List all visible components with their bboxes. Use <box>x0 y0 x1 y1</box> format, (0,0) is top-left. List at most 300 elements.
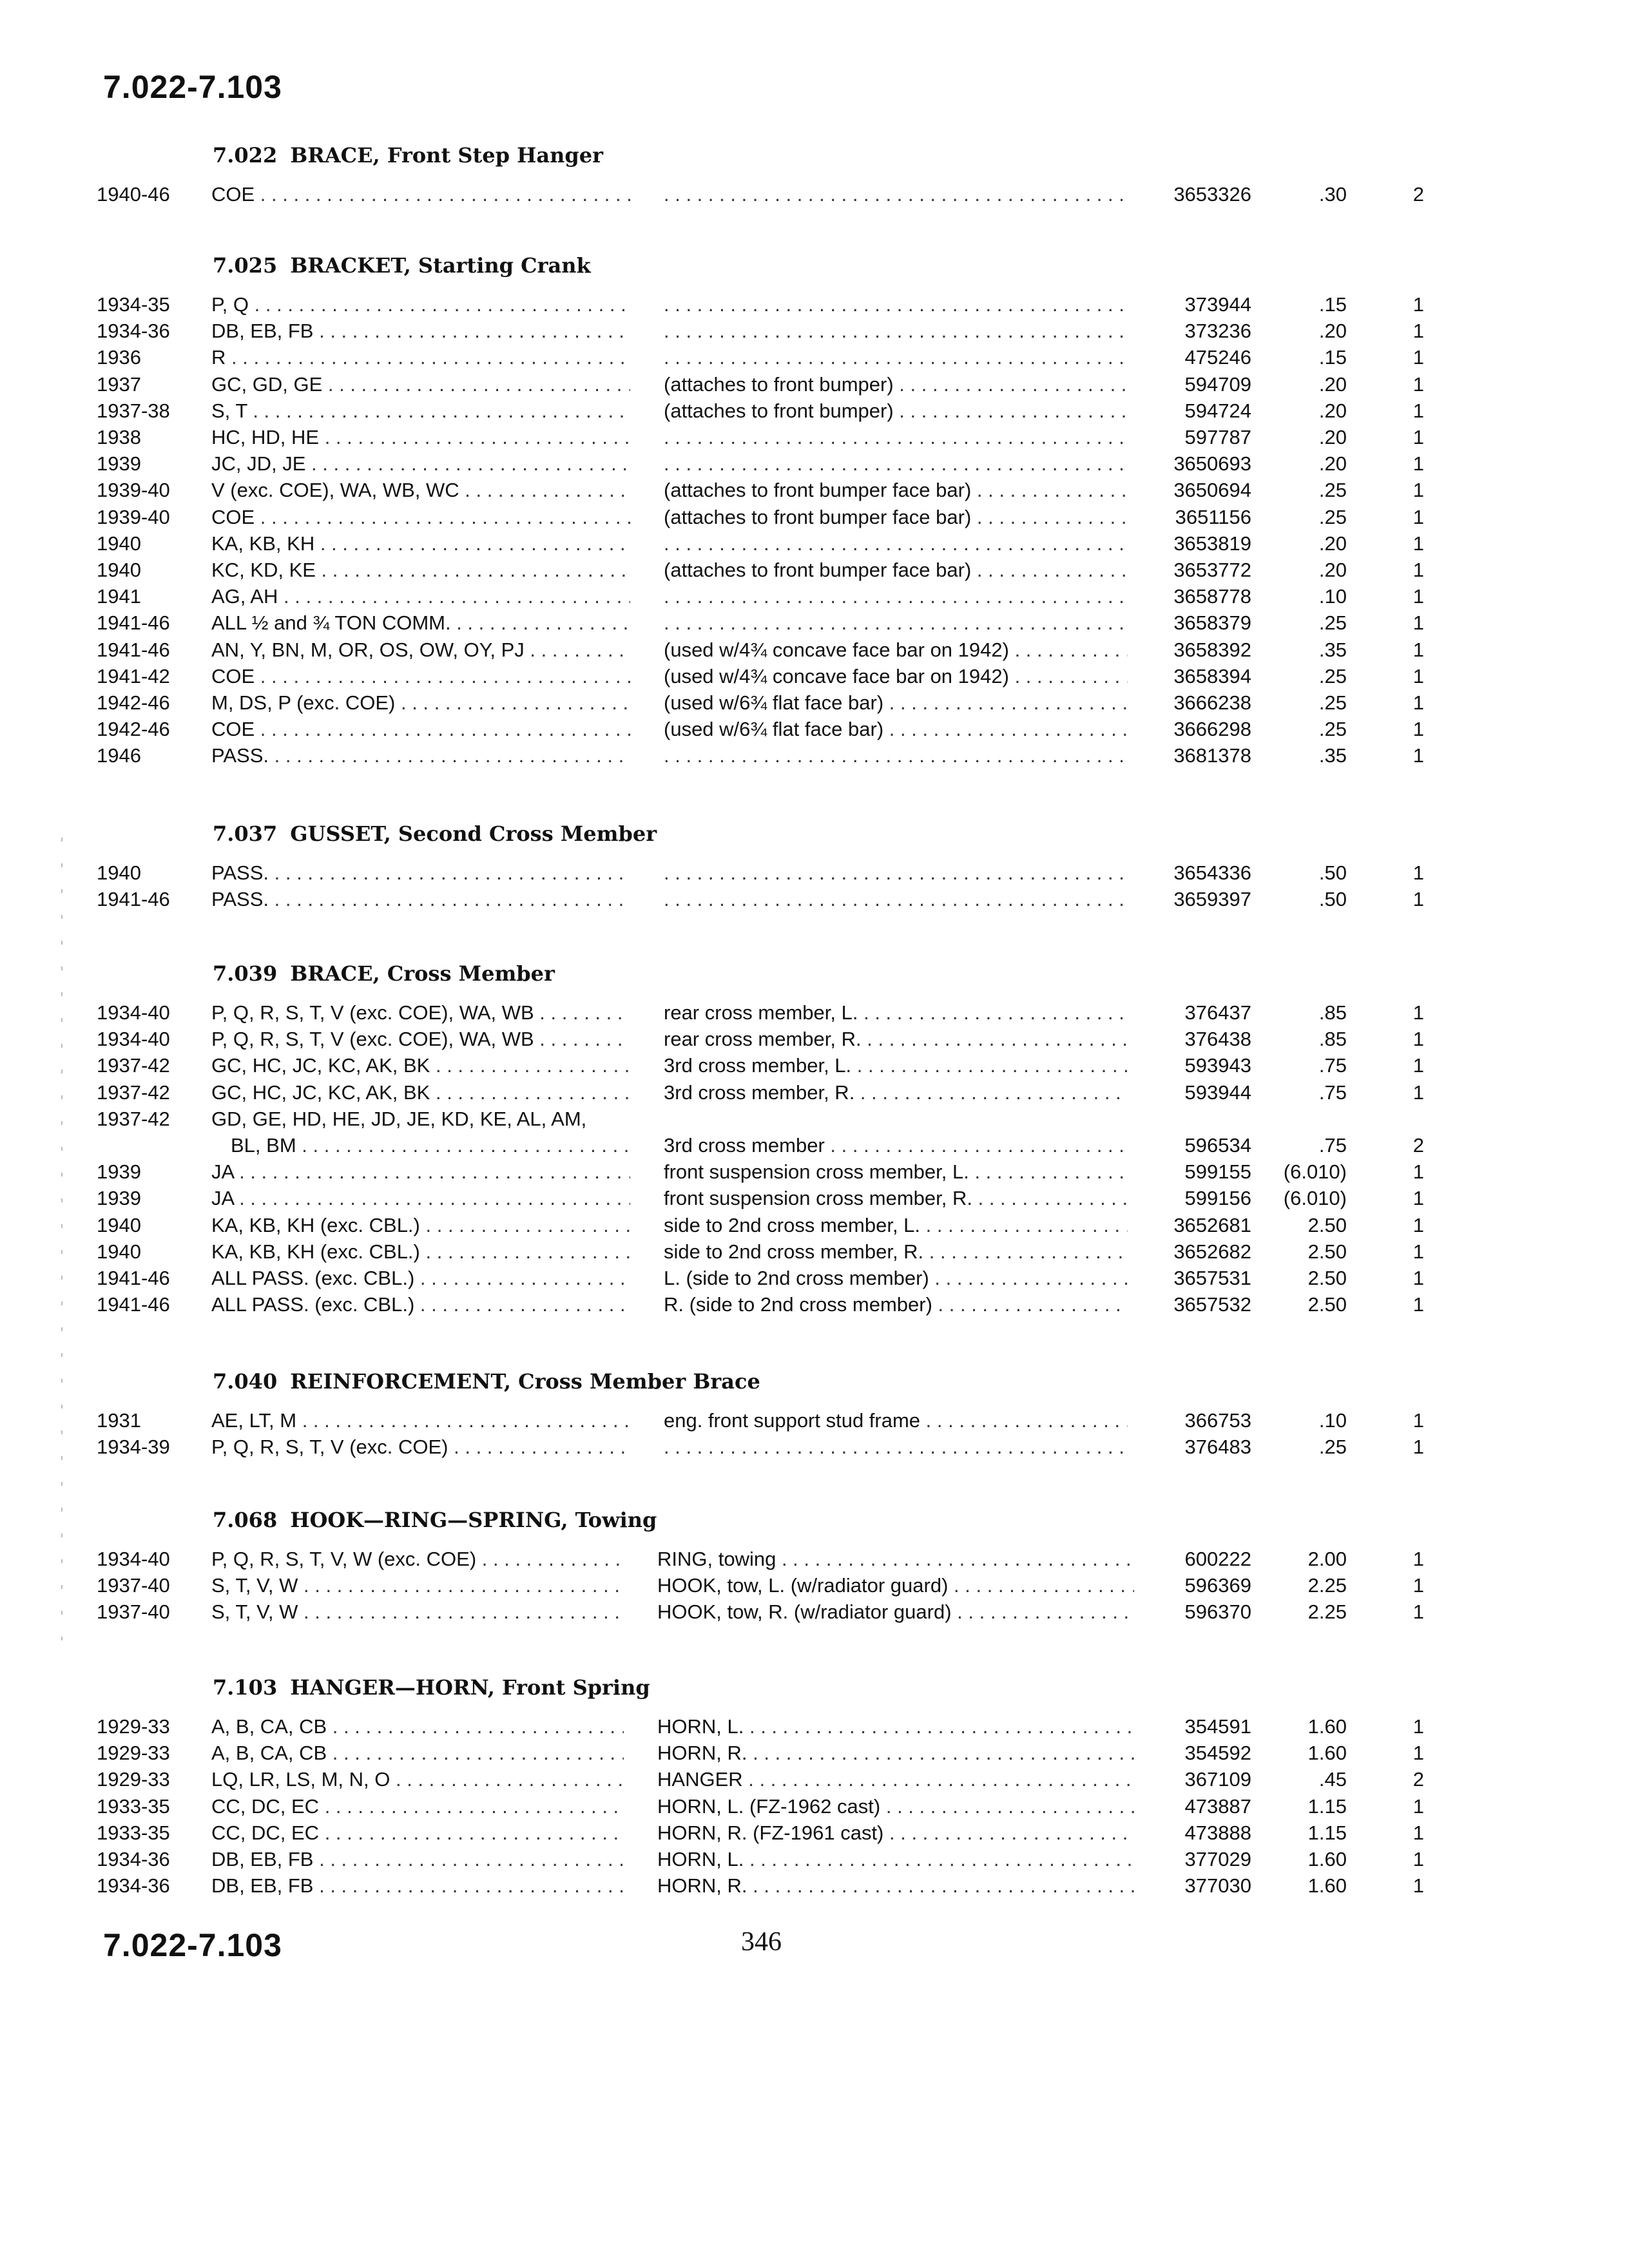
quantity-cell: 1 <box>1412 1001 1424 1024</box>
model-cell: P, Q, R, S, T, V, W (exc. COE) . . . <box>211 1548 624 1571</box>
part-number-cell: 376438 <box>1184 1028 1251 1051</box>
year-cell: 1940 <box>97 861 141 884</box>
year-cell: 1937 <box>97 372 141 396</box>
description-cell: HORN, L. (FZ-1962 cast) . . . <box>657 1795 1134 1818</box>
part-number-cell: 596369 <box>1184 1574 1251 1597</box>
model-cell: V (exc. COE), WA, WB, WC . . . <box>211 479 630 502</box>
section-title <box>213 961 555 986</box>
description-cell: (attaches to front bumper face bar) . . . <box>664 506 1128 529</box>
price-cell: 2.00 <box>1307 1548 1347 1570</box>
model-cell: GC, HC, JC, KC, AK, BK . . . <box>211 1081 630 1104</box>
table-row <box>0 1548 1629 1574</box>
quantity-cell: 1 <box>1412 320 1424 343</box>
price-cell: 2.25 <box>1307 1600 1347 1624</box>
year-cell: 1934-36 <box>97 1848 170 1870</box>
table-row <box>0 1715 1629 1742</box>
quantity-cell: 2 <box>1412 183 1424 206</box>
section-number: 7.103 <box>213 1675 278 1700</box>
section-name: HOOK—RING—SPRING, Towing <box>290 1508 657 1532</box>
quantity-cell: 1 <box>1412 372 1424 396</box>
quantity-cell: 1 <box>1412 426 1424 448</box>
year-cell: 1941 <box>97 585 141 608</box>
quantity-cell: 1 <box>1412 293 1424 316</box>
quantity-cell: 1 <box>1412 1267 1424 1289</box>
description-cell <box>664 426 1128 449</box>
description-cell: HOOK, tow, L. (w/radiator guard) . . . <box>657 1574 1134 1597</box>
quantity-cell: 1 <box>1412 1874 1424 1898</box>
description-cell: (attaches to front bumper face bar) . . . <box>664 479 1128 502</box>
price-cell: .25 <box>1318 505 1347 528</box>
part-number-cell: 3658394 <box>1173 664 1251 687</box>
model-cell: A, B, CA, CB . . . <box>211 1715 624 1738</box>
description-cell: 3rd cross member . . . <box>664 1134 1128 1157</box>
year-cell: 1929-33 <box>97 1742 170 1765</box>
quantity-cell: 1 <box>1412 664 1424 687</box>
description-cell <box>664 861 1128 885</box>
part-number-cell: 354591 <box>1184 1715 1251 1738</box>
part-number-cell: 354592 <box>1184 1742 1251 1765</box>
description-cell: HORN, R. . . . <box>657 1874 1134 1898</box>
table-row <box>0 888 1629 914</box>
table-row <box>0 861 1629 888</box>
quantity-cell: 1 <box>1412 559 1424 581</box>
quantity-cell: 1 <box>1412 532 1424 555</box>
table-row <box>0 1600 1629 1627</box>
table-row <box>0 1160 1629 1187</box>
part-number-cell: 377030 <box>1184 1874 1251 1898</box>
table-row <box>0 718 1629 744</box>
part-number-cell: 3652681 <box>1173 1213 1251 1236</box>
quantity-cell: 1 <box>1412 1160 1424 1184</box>
price-cell: 1.60 <box>1307 1848 1347 1870</box>
price-cell: .20 <box>1318 320 1347 343</box>
quantity-cell: 1 <box>1412 691 1424 714</box>
price-cell: .50 <box>1318 861 1347 884</box>
price-cell: 1.60 <box>1307 1715 1347 1738</box>
year-cell: 1939 <box>97 1187 141 1210</box>
part-number-cell: 367109 <box>1184 1768 1251 1791</box>
model-cell: AE, LT, M . . . <box>211 1409 630 1432</box>
table-row <box>0 1436 1629 1462</box>
section-number: 7.040 <box>213 1369 278 1394</box>
table-row <box>0 1001 1629 1028</box>
year-cell: 1934-36 <box>97 320 170 343</box>
quantity-cell: 1 <box>1412 399 1424 422</box>
part-number-cell: 600222 <box>1184 1548 1251 1570</box>
description-cell: (used w/6¾ flat face bar) . . . <box>664 718 1128 741</box>
quantity-cell: 1 <box>1412 1821 1424 1844</box>
model-cell: AG, AH . . . <box>211 585 630 608</box>
quantity-cell: 1 <box>1412 1409 1424 1432</box>
year-cell: 1934-36 <box>97 1874 170 1898</box>
model-cell: KA, KB, KH (exc. CBL.) . . . <box>211 1240 630 1264</box>
table-row <box>0 506 1629 532</box>
description-cell <box>664 293 1128 316</box>
page-number: 346 <box>741 1927 782 1957</box>
price-cell: 1.15 <box>1307 1821 1347 1844</box>
description-cell: front suspension cross member, L. . . . <box>664 1160 1128 1184</box>
model-cell: LQ, LR, LS, M, N, O . . . <box>211 1768 624 1791</box>
price-cell: 2.50 <box>1307 1213 1347 1236</box>
quantity-cell: 1 <box>1412 718 1424 741</box>
price-cell: .50 <box>1318 888 1347 911</box>
part-number-cell: 3658379 <box>1173 611 1251 635</box>
price-cell: .25 <box>1318 664 1347 687</box>
part-number-cell: 366753 <box>1184 1409 1251 1432</box>
model-cell: ALL PASS. (exc. CBL.) . . . <box>211 1293 630 1316</box>
year-cell: 1942-46 <box>97 718 170 741</box>
model-cell: CC, DC, EC . . . <box>211 1821 624 1845</box>
description-cell: (attaches to front bumper face bar) . . . <box>664 559 1128 582</box>
section-number: 7.022 <box>213 143 278 168</box>
price-cell: .25 <box>1318 718 1347 741</box>
table-row <box>0 373 1629 399</box>
table-row <box>0 399 1629 426</box>
year-cell: 1933-35 <box>97 1794 170 1818</box>
part-number-cell: 3681378 <box>1173 744 1251 767</box>
model-cell: COE . . . <box>211 665 630 688</box>
description-cell: HORN, L. . . . <box>657 1848 1134 1871</box>
part-number-cell: 594724 <box>1184 399 1251 422</box>
year-cell: 1941-46 <box>97 1267 170 1289</box>
quantity-cell: 1 <box>1412 1715 1424 1738</box>
quantity-cell: 1 <box>1412 888 1424 911</box>
model-cell: S, T, V, W . . . <box>211 1574 624 1597</box>
description-cell: front suspension cross member, R. . . . <box>664 1187 1128 1210</box>
description-cell <box>664 532 1128 555</box>
section-title <box>213 143 603 168</box>
quantity-cell: 1 <box>1412 346 1424 369</box>
price-cell: .20 <box>1318 426 1347 448</box>
year-cell: 1934-40 <box>97 1028 170 1051</box>
description-cell: rear cross member, L. . . . <box>664 1001 1128 1024</box>
price-cell: 1.15 <box>1307 1794 1347 1818</box>
description-cell: rear cross member, R. . . . <box>664 1028 1128 1051</box>
table-row <box>0 1081 1629 1108</box>
section-number: 7.039 <box>213 961 278 986</box>
model-cell: KC, KD, KE . . . <box>211 559 630 582</box>
part-number-cell: 599156 <box>1184 1187 1251 1210</box>
part-number-cell: 596534 <box>1184 1134 1251 1157</box>
part-number-cell: 376437 <box>1184 1001 1251 1024</box>
price-cell: 1.60 <box>1307 1874 1347 1898</box>
section-title <box>213 1369 760 1394</box>
description-cell <box>664 1436 1128 1459</box>
quantity-cell: 1 <box>1412 1187 1424 1210</box>
part-number-cell: 377029 <box>1184 1848 1251 1870</box>
model-cell: PASS. . . . <box>211 744 630 767</box>
part-number-cell: 3653326 <box>1173 183 1251 206</box>
model-cell: JA . . . <box>211 1160 630 1184</box>
description-cell: HORN, L. . . . <box>657 1715 1134 1738</box>
description-cell <box>664 744 1128 767</box>
description-cell: HORN, R. (FZ-1961 cast) . . . <box>657 1821 1134 1845</box>
year-cell: 1940-46 <box>97 183 170 206</box>
description-cell: (attaches to front bumper) . . . <box>664 373 1128 396</box>
part-number-cell: 3651156 <box>1175 505 1251 528</box>
table-row <box>0 611 1629 638</box>
page-footer-code: 7.022-7.103 <box>103 1927 282 1963</box>
description-cell: 3rd cross member, R. . . . <box>664 1081 1128 1104</box>
table-row <box>0 1768 1629 1794</box>
part-number-cell: 594709 <box>1184 372 1251 396</box>
part-number-cell: 3658778 <box>1173 585 1251 608</box>
quantity-cell: 1 <box>1412 861 1424 884</box>
section-name: GUSSET, Second Cross Member <box>290 822 657 846</box>
model-cell: COE . . . <box>211 506 630 529</box>
table-row <box>0 426 1629 452</box>
year-cell: 1937-40 <box>97 1600 170 1624</box>
table-row <box>0 744 1629 771</box>
description-cell: HANGER . . . <box>657 1768 1134 1791</box>
model-cell: P, Q . . . <box>211 293 630 316</box>
part-number-cell: 376483 <box>1184 1436 1251 1459</box>
model-cell: DB, EB, FB . . . <box>211 320 630 343</box>
table-row <box>0 479 1629 505</box>
description-cell: eng. front support stud frame . . . <box>664 1409 1128 1432</box>
description-cell: (used w/4¾ concave face bar on 1942) . . . <box>664 665 1128 688</box>
price-cell: .15 <box>1318 346 1347 369</box>
year-cell: 1937-38 <box>97 399 170 422</box>
model-cell: P, Q, R, S, T, V (exc. COE), WA, WB . . . <box>211 1028 630 1051</box>
part-number-cell: 597787 <box>1184 426 1251 448</box>
model-cell: COE . . . <box>211 718 630 741</box>
part-number-cell: 373236 <box>1184 320 1251 343</box>
description-cell: L. (side to 2nd cross member) . . . <box>664 1267 1128 1290</box>
year-cell: 1946 <box>97 744 141 767</box>
description-cell: side to 2nd cross member, L. . . . <box>664 1214 1128 1237</box>
description-cell <box>664 452 1128 476</box>
price-cell: 2.50 <box>1307 1267 1347 1289</box>
year-cell: 1933-35 <box>97 1821 170 1844</box>
year-cell: 1929-33 <box>97 1768 170 1791</box>
year-cell: 1939-40 <box>97 479 170 502</box>
part-number-cell: 3652682 <box>1173 1240 1251 1263</box>
model-cell: S, T . . . <box>211 399 630 423</box>
price-cell: .20 <box>1318 399 1347 422</box>
part-number-cell: 3658392 <box>1173 638 1251 661</box>
table-row <box>0 183 1629 209</box>
price-cell: .25 <box>1318 691 1347 714</box>
quantity-cell: 1 <box>1412 1548 1424 1570</box>
quantity-cell: 1 <box>1412 452 1424 476</box>
section-name: HANGER—HORN, Front Spring <box>290 1675 650 1700</box>
part-number-cell: 3657531 <box>1173 1267 1251 1289</box>
price-cell: .15 <box>1318 293 1347 316</box>
price-cell: (6.010) <box>1283 1187 1347 1210</box>
section-title <box>213 1675 650 1700</box>
price-cell: .20 <box>1318 372 1347 396</box>
price-cell: .75 <box>1318 1054 1347 1077</box>
year-cell: 1940 <box>97 559 141 581</box>
model-cell: R . . . <box>211 346 630 369</box>
part-number-cell: 3657532 <box>1173 1293 1251 1316</box>
price-cell: 2.25 <box>1307 1574 1347 1597</box>
table-row <box>0 559 1629 585</box>
quantity-cell: 1 <box>1412 1081 1424 1104</box>
quantity-cell: 1 <box>1412 1600 1424 1624</box>
year-cell: 1934-35 <box>97 293 170 316</box>
description-cell: HORN, R. . . . <box>657 1742 1134 1765</box>
model-cell: M, DS, P (exc. COE) . . . <box>211 691 630 715</box>
model-cell: JC, JD, JE . . . <box>211 452 630 476</box>
year-cell: 1936 <box>97 346 141 369</box>
model-cell: GC, GD, GE . . . <box>211 373 630 396</box>
price-cell: .10 <box>1318 1409 1347 1432</box>
year-cell: 1941-46 <box>97 638 170 661</box>
quantity-cell: 2 <box>1412 1134 1424 1157</box>
year-cell: 1940 <box>97 1240 141 1263</box>
part-number-cell: 3666298 <box>1173 718 1251 741</box>
table-row <box>0 1874 1629 1901</box>
year-cell: 1937-40 <box>97 1574 170 1597</box>
year-cell: 1937-42 <box>97 1054 170 1077</box>
section-title <box>213 822 657 846</box>
model-cell: CC, DC, EC . . . <box>211 1795 624 1818</box>
margin-ticks <box>61 838 63 1649</box>
part-number-cell: 599155 <box>1184 1160 1251 1184</box>
table-row <box>0 1108 1629 1134</box>
year-cell: 1940 <box>97 532 141 555</box>
part-number-cell: 473887 <box>1184 1794 1251 1818</box>
section-name: REINFORCEMENT, Cross Member Brace <box>290 1369 760 1394</box>
table-row <box>0 1409 1629 1436</box>
year-cell: 1939 <box>97 452 141 476</box>
model-cell: A, B, CA, CB . . . <box>211 1742 624 1765</box>
year-cell: 1934-40 <box>97 1548 170 1570</box>
description-cell <box>664 888 1128 911</box>
price-cell: .35 <box>1318 638 1347 661</box>
quantity-cell: 1 <box>1412 638 1424 661</box>
year-cell: 1939 <box>97 1160 141 1184</box>
price-cell: .85 <box>1318 1028 1347 1051</box>
page-header-code: 7.022-7.103 <box>103 69 282 105</box>
table-row <box>0 1134 1629 1160</box>
price-cell: .20 <box>1318 559 1347 581</box>
model-cell: AN, Y, BN, M, OR, OS, OW, OY, PJ . . . <box>211 639 630 662</box>
table-row <box>0 1267 1629 1293</box>
model-cell: GD, GE, HD, HE, JD, JE, KD, KE, AL, AM, <box>211 1107 587 1130</box>
year-cell: 1941-42 <box>97 664 170 687</box>
model-cell: GC, HC, JC, KC, AK, BK . . . <box>211 1054 630 1077</box>
price-cell: .30 <box>1318 183 1347 206</box>
description-cell: side to 2nd cross member, R. . . . <box>664 1240 1128 1264</box>
table-row <box>0 585 1629 611</box>
year-cell: 1937-42 <box>97 1107 170 1130</box>
table-row <box>0 665 1629 691</box>
quantity-cell: 1 <box>1412 479 1424 502</box>
quantity-cell: 1 <box>1412 1848 1424 1870</box>
section-number: 7.037 <box>213 822 278 846</box>
year-cell: 1931 <box>97 1409 141 1432</box>
price-cell: .20 <box>1318 452 1347 476</box>
part-number-cell: 3666238 <box>1173 691 1251 714</box>
price-cell: .45 <box>1318 1768 1347 1791</box>
part-number-cell: 3654336 <box>1173 861 1251 884</box>
part-number-cell: 3659397 <box>1173 888 1251 911</box>
price-cell: 2.50 <box>1307 1293 1347 1316</box>
year-cell: 1939-40 <box>97 505 170 528</box>
part-number-cell: 3653772 <box>1173 559 1251 581</box>
table-row <box>0 691 1629 718</box>
quantity-cell: 1 <box>1412 1436 1424 1459</box>
section-name: BRACE, Cross Member <box>290 961 555 986</box>
table-row <box>0 532 1629 559</box>
price-cell: .25 <box>1318 479 1347 502</box>
quantity-cell: 1 <box>1412 1574 1424 1597</box>
quantity-cell: 2 <box>1412 1768 1424 1791</box>
year-cell: 1940 <box>97 1213 141 1236</box>
description-cell <box>664 183 1128 206</box>
part-number-cell: 593944 <box>1184 1081 1251 1104</box>
table-row <box>0 1742 1629 1768</box>
table-row <box>0 1821 1629 1848</box>
section-title <box>213 1508 657 1532</box>
section-name: BRACE, Front Step Hanger <box>290 143 603 168</box>
section-name: BRACKET, Starting Crank <box>290 253 591 278</box>
model-cell: COE . . . <box>211 183 630 206</box>
model-cell: KA, KB, KH . . . <box>211 532 630 555</box>
model-cell: S, T, V, W . . . <box>211 1600 624 1624</box>
description-cell: (attaches to front bumper) . . . <box>664 399 1128 423</box>
table-row <box>0 1028 1629 1054</box>
year-cell: 1942-46 <box>97 691 170 714</box>
table-row <box>0 346 1629 372</box>
quantity-cell: 1 <box>1412 611 1424 635</box>
price-cell: 2.50 <box>1307 1240 1347 1263</box>
quantity-cell: 1 <box>1412 505 1424 528</box>
description-cell: 3rd cross member, L. . . . <box>664 1054 1128 1077</box>
section-number: 7.025 <box>213 253 278 278</box>
part-number-cell: 3650694 <box>1173 479 1251 502</box>
price-cell: 1.60 <box>1307 1742 1347 1765</box>
quantity-cell: 1 <box>1412 1028 1424 1051</box>
table-row <box>0 452 1629 479</box>
price-cell: .75 <box>1318 1081 1347 1104</box>
table-row <box>0 1293 1629 1320</box>
table-row <box>0 639 1629 665</box>
price-cell: .75 <box>1318 1134 1347 1157</box>
table-row <box>0 1848 1629 1874</box>
year-cell: 1941-46 <box>97 611 170 635</box>
description-cell: RING, towing . . . <box>657 1548 1134 1571</box>
model-cell: BL, BM . . . <box>231 1134 630 1157</box>
model-cell: JA . . . <box>211 1187 630 1210</box>
quantity-cell: 1 <box>1412 1240 1424 1263</box>
model-cell: PASS. . . . <box>211 861 630 885</box>
price-cell: .20 <box>1318 532 1347 555</box>
table-row <box>0 1795 1629 1821</box>
quantity-cell: 1 <box>1412 585 1424 608</box>
model-cell: ALL ½ and ¾ TON COMM. . . . <box>211 611 630 635</box>
quantity-cell: 1 <box>1412 1794 1424 1818</box>
part-number-cell: 596370 <box>1184 1600 1251 1624</box>
part-number-cell: 473888 <box>1184 1821 1251 1844</box>
price-cell: .25 <box>1318 611 1347 635</box>
part-number-cell: 593943 <box>1184 1054 1251 1077</box>
year-cell: 1938 <box>97 426 141 448</box>
part-number-cell: 373944 <box>1184 293 1251 316</box>
part-number-cell: 475246 <box>1184 346 1251 369</box>
description-cell <box>664 320 1128 343</box>
description-cell: R. (side to 2nd cross member) . . . <box>664 1293 1128 1316</box>
year-cell: 1941-46 <box>97 1293 170 1316</box>
table-row <box>0 1054 1629 1081</box>
description-cell <box>664 585 1128 608</box>
price-cell: .35 <box>1318 744 1347 767</box>
section-number: 7.068 <box>213 1508 278 1532</box>
part-number-cell: 3653819 <box>1173 532 1251 555</box>
